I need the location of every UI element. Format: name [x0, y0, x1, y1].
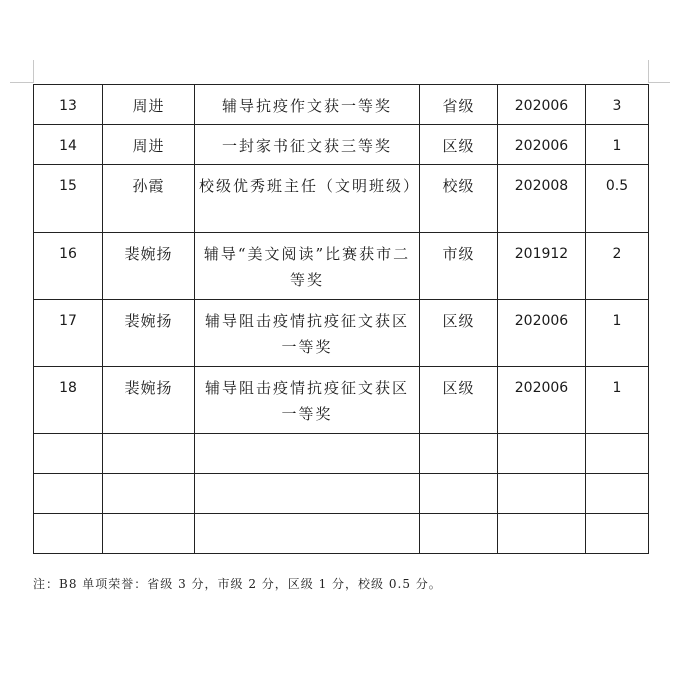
scoring-note: 注：B8 单项荣誉：省级 3 分，市级 2 分，区级 1 分，校级 0.5 分。 — [33, 577, 442, 591]
honor-score: 3 — [586, 85, 649, 125]
honor-level: 区级 — [420, 367, 498, 434]
honor-date: 202006 — [498, 85, 586, 125]
honor-date: 202008 — [498, 165, 586, 233]
honor-score: 0.5 — [586, 165, 649, 233]
honor-level: 区级 — [420, 300, 498, 367]
empty-cell — [498, 434, 586, 474]
teacher-name: 裴婉扬 — [103, 233, 195, 300]
honor-level: 区级 — [420, 125, 498, 165]
honor-item: 辅导阻击疫情抗疫征文获区一等奖 — [195, 300, 420, 367]
empty-cell — [498, 514, 586, 554]
margin-guide-top-left — [10, 82, 34, 83]
teacher-name: 裴婉扬 — [103, 367, 195, 434]
honor-date: 202006 — [498, 125, 586, 165]
empty-cell — [586, 474, 649, 514]
table-row — [34, 125, 649, 165]
honor-score: 1 — [586, 367, 649, 434]
row-number: 13 — [34, 85, 103, 125]
teacher-name: 周进 — [103, 85, 195, 125]
table-row — [34, 165, 649, 233]
margin-guide-right — [648, 60, 649, 83]
margin-guide-left — [33, 60, 34, 83]
margin-guide-top-right — [648, 82, 670, 83]
empty-cell — [103, 434, 195, 474]
honor-level: 省级 — [420, 85, 498, 125]
empty-cell — [103, 514, 195, 554]
honor-date: 202006 — [498, 300, 586, 367]
honors-table — [33, 84, 649, 554]
empty-cell — [34, 434, 103, 474]
row-number: 18 — [34, 367, 103, 434]
table-row — [34, 85, 649, 125]
empty-cell — [420, 514, 498, 554]
table-row — [34, 300, 649, 367]
empty-cell — [34, 474, 103, 514]
row-number: 17 — [34, 300, 103, 367]
teacher-name: 孙霞 — [103, 165, 195, 233]
row-number: 16 — [34, 233, 103, 300]
empty-table-row — [34, 434, 649, 474]
honor-item: 校级优秀班主任（文明班级） — [195, 165, 420, 233]
honor-item: 辅导抗疫作文获一等奖 — [195, 85, 420, 125]
empty-table-row — [34, 474, 649, 514]
teacher-name: 裴婉扬 — [103, 300, 195, 367]
empty-cell — [420, 434, 498, 474]
empty-cell — [586, 514, 649, 554]
table-row — [34, 367, 649, 434]
table-row — [34, 233, 649, 300]
honor-item: 一封家书征文获三等奖 — [195, 125, 420, 165]
row-number: 15 — [34, 165, 103, 233]
honor-item: 辅导阻击疫情抗疫征文获区一等奖 — [195, 367, 420, 434]
empty-cell — [103, 474, 195, 514]
empty-table-row — [34, 514, 649, 554]
honor-item: 辅导“美文阅读”比赛获市二等奖 — [195, 233, 420, 300]
empty-cell — [195, 474, 420, 514]
row-number: 14 — [34, 125, 103, 165]
honor-score: 1 — [586, 125, 649, 165]
empty-cell — [586, 434, 649, 474]
honor-date: 202006 — [498, 367, 586, 434]
empty-cell — [420, 474, 498, 514]
teacher-name: 周进 — [103, 125, 195, 165]
honor-level: 市级 — [420, 233, 498, 300]
empty-cell — [498, 474, 586, 514]
empty-cell — [195, 434, 420, 474]
honor-level: 校级 — [420, 165, 498, 233]
honor-score: 2 — [586, 233, 649, 300]
empty-cell — [34, 514, 103, 554]
honor-score: 1 — [586, 300, 649, 367]
empty-cell — [195, 514, 420, 554]
honor-date: 201912 — [498, 233, 586, 300]
